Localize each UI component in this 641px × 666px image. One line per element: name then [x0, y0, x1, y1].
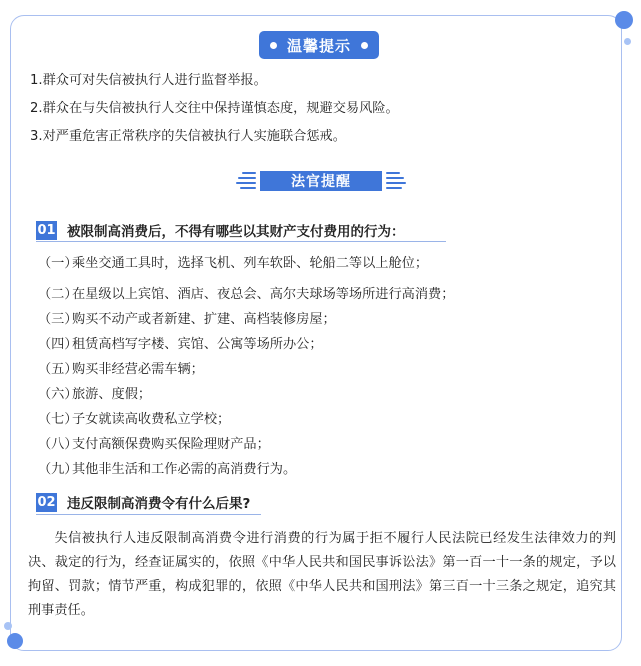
section-2-title: 违反限制高消费令有什么后果?	[67, 496, 251, 512]
judge-reminder-title: 法官提醒	[260, 171, 382, 191]
section-1-number: 01	[37, 222, 56, 238]
judge-reminder-banner	[236, 168, 406, 194]
section-2-header	[36, 491, 250, 513]
list-item: （五）购买非经营必需车辆；	[38, 362, 204, 377]
section-2-number: 02	[37, 494, 56, 510]
list-item: （九）其他非生活和工作必需的高消费行为。	[38, 462, 297, 477]
list-item: （二）在星级以上宾馆、酒店、夜总会、高尔夫球场等场所进行高消费；	[38, 287, 455, 302]
section-1-title: 被限制高消费后，不得有哪些以其财产支付费用的行为：	[67, 224, 405, 240]
decor-dot-top-right-small	[624, 38, 631, 45]
tip-line: 1.群众可对失信被执行人进行监督举报。	[30, 73, 267, 88]
bullet-icon	[361, 42, 368, 49]
tip-title: 温馨提示	[286, 36, 351, 55]
tip-line: 2.群众在与失信被执行人交往中保持谨慎态度，规避交易风险。	[30, 101, 399, 116]
list-item: （八）支付高额保费购买保险理财产品；	[38, 437, 270, 452]
decor-dot-bottom-left	[7, 633, 23, 649]
section-2-underline	[36, 514, 261, 515]
list-item: （六）旅游、度假；	[38, 387, 152, 402]
section-1-header	[36, 219, 405, 241]
tip-line: 3.对严重危害正常秩序的失信被执行人实施联合惩戒。	[30, 129, 346, 144]
section-2-paragraph: 失信被执行人违反限制高消费令进行消费的行为属于拒不履行人民法院已经发生法律效力的判决、裁定的行为，经查证属实的，依照《中华人民共和国民事诉讼法》第一百一十一条的规定，予以拘留、罚款；情节严重，构成犯罪的，依照《中华人民共和国刑法》第三百一十三条之规定，追究其刑事责任。	[28, 531, 616, 618]
decor-dot-top-right	[615, 11, 633, 29]
list-item: （三）购买不动产或者新建、扩建、高档装修房屋；	[38, 312, 336, 327]
stripes-icon	[384, 170, 406, 192]
list-item: （四）租赁高档写字楼、宾馆、公寓等场所办公；	[38, 337, 323, 352]
list-item: （一）乘坐交通工具时，选择飞机、列车软卧、轮船二等以上舱位；	[38, 256, 429, 271]
bullet-icon	[270, 42, 277, 49]
stripes-icon	[236, 170, 258, 192]
list-item: （七）子女就读高收费私立学校；	[38, 412, 231, 427]
decor-dot-bottom-left-small	[4, 622, 12, 630]
tip-banner	[259, 31, 379, 59]
section-1-underline	[36, 241, 446, 242]
